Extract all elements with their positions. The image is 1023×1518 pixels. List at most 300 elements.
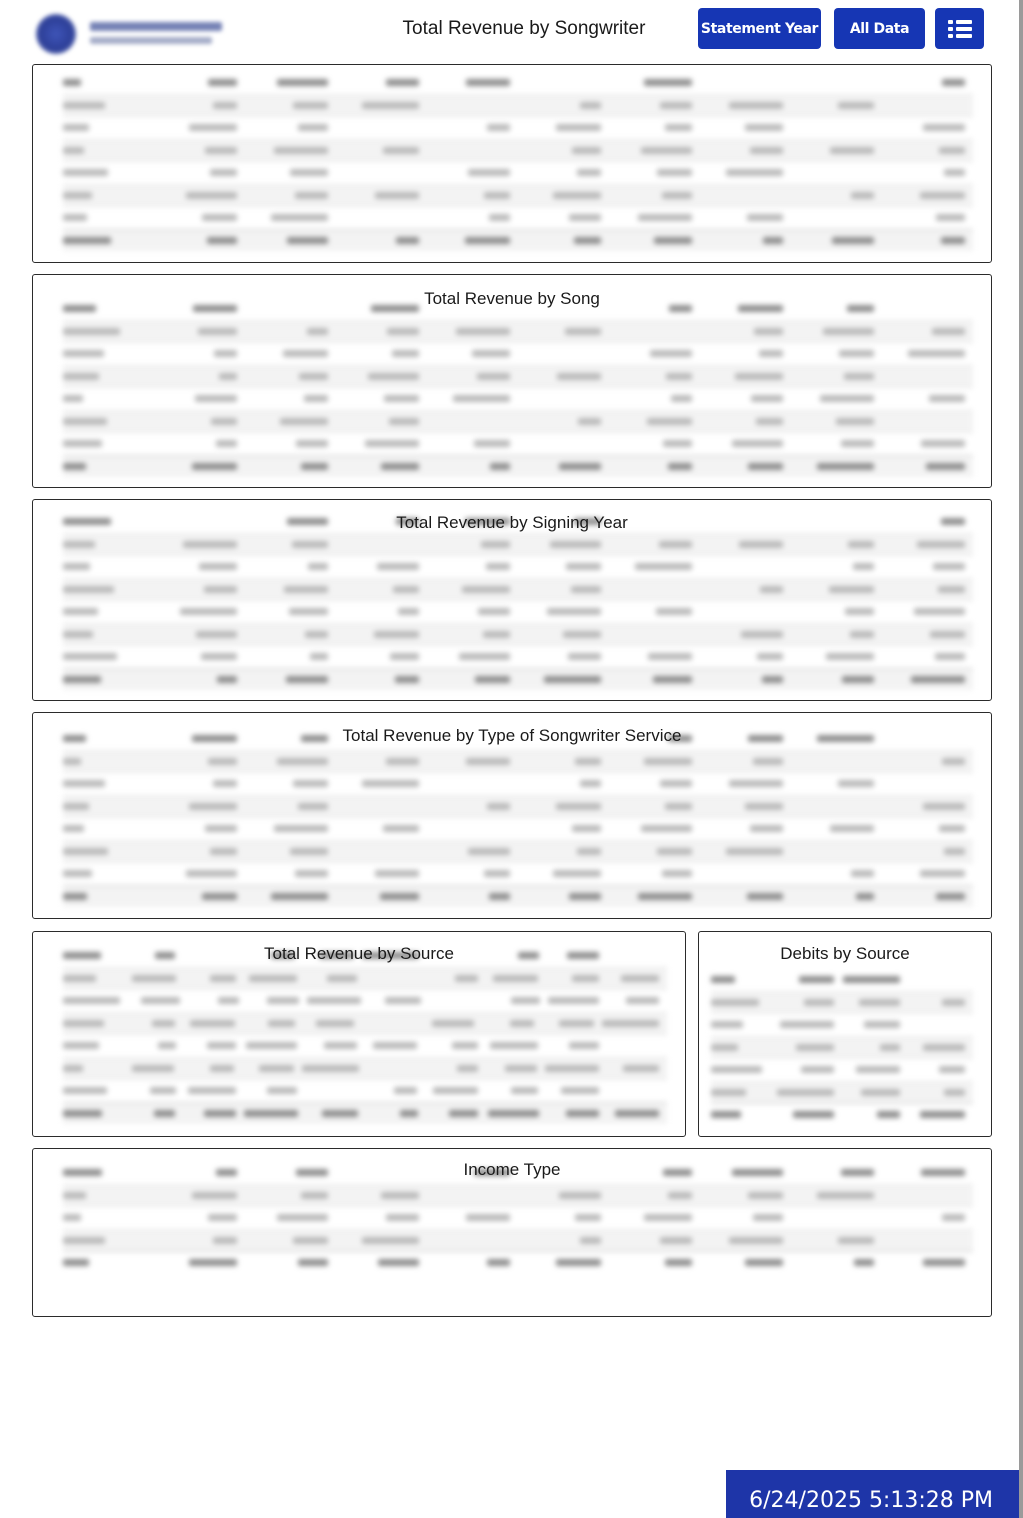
service-type-table-blurred-content [63,727,973,907]
blurred-cell [432,1020,474,1027]
blurred-cell [556,1259,601,1266]
blurred-row [63,817,973,840]
blurred-cell [817,1192,874,1199]
debits-by-source-panel [698,931,992,1137]
blurred-cell [926,463,965,470]
blurred-cell [939,825,965,832]
blurred-cell [754,328,783,335]
blurred-cell [930,631,965,638]
blurred-cell [186,192,237,199]
blurred-cell [210,975,236,982]
blurred-cell [365,440,419,447]
blurred-row [63,862,973,885]
blurred-cell [293,780,328,787]
blurred-cell [920,1111,965,1118]
blurred-cell [561,1087,599,1094]
blurred-cell [484,870,510,877]
blurred-cell [393,586,419,593]
blurred-cell [777,1089,834,1096]
blurred-cell [63,463,86,470]
blurred-cell [132,975,176,982]
blurred-cell [362,1237,419,1244]
blurred-cell [183,541,237,548]
blurred-cell [63,1214,81,1221]
blurred-cell [572,147,601,154]
blurred-cell [750,147,783,154]
blurred-cell [267,997,299,1004]
blurred-cell [465,237,510,244]
blurred-cell [657,169,692,176]
blurred-cell [287,237,328,244]
blurred-cell [638,214,692,221]
song-panel-title: Total Revenue by Song [424,289,600,308]
blurred-cell [304,395,328,402]
blurred-cell [490,1042,538,1049]
blurred-cell [477,373,510,380]
blurred-cell [452,1042,478,1049]
blurred-cell [201,653,237,660]
blurred-cell [729,780,783,787]
blurred-cell [381,463,419,470]
blurred-cell [217,676,237,683]
blurred-cell [556,124,601,131]
blurred-cell [208,758,237,765]
blurred-cell [280,418,328,425]
blurred-cell [566,563,601,570]
blurred-cell [745,803,783,810]
blurred-row [63,1079,667,1102]
blurred-cell [63,1192,86,1199]
blurred-cell [511,997,540,1004]
signing-year-panel-title: Total Revenue by Signing Year [396,513,628,532]
blurred-row [63,206,973,229]
blurred-cell [851,192,874,199]
blurred-cell [577,169,601,176]
blurred-cell [218,997,239,1004]
blurred-cell [63,1020,104,1027]
blurred-cell [829,586,874,593]
blurred-row [63,1057,667,1080]
blurred-cell [511,1087,538,1094]
blurred-row [63,342,973,365]
blurred-cell [666,373,692,380]
blurred-cell [373,1042,417,1049]
blurred-cell [845,608,874,615]
blurred-cell [210,848,237,855]
blurred-cell [219,373,237,380]
blurred-cell [63,631,93,638]
blurred-cell [841,440,874,447]
blurred-cell [880,1044,900,1051]
blurred-cell [395,676,419,683]
blurred-cell [635,563,692,570]
blurred-cell [578,418,601,425]
blurred-row [63,1034,667,1057]
blurred-cell [739,541,783,548]
blurred-cell [944,848,965,855]
all-data-button[interactable]: All Data [834,8,925,49]
blurred-cell [923,124,965,131]
blurred-cell [559,463,601,470]
blurred-row [63,989,667,1012]
blurred-cell [277,1214,328,1221]
blurred-cell [63,373,99,380]
blurred-cell [780,1021,834,1028]
blurred-cell [623,1065,659,1072]
blurred-cell [154,1110,175,1117]
blurred-cell [490,463,510,470]
blurred-cell [711,1089,746,1096]
blurred-cell [295,192,328,199]
blurred-row [63,455,973,478]
blurred-cell [268,1020,295,1027]
blurred-cell [550,541,601,548]
blurred-cell [939,147,965,154]
blurred-cell [290,169,328,176]
blurred-cell [205,825,237,832]
blurred-cell [577,848,601,855]
page-title: Total Revenue by Songwriter [402,18,646,39]
blurred-cell [63,848,108,855]
blurred-cell [615,1110,659,1117]
blurred-cell [856,1066,900,1073]
blurred-cell [132,1065,174,1072]
blurred-cell [571,586,601,593]
blurred-cell [307,328,328,335]
blurred-cell [861,1089,900,1096]
blurred-cell [942,999,965,1006]
blurred-cell [308,563,328,570]
blurred-cell [908,350,965,357]
blurred-cell [566,1110,599,1117]
blurred-cell [466,79,510,86]
blurred-cell [207,237,237,244]
blurred-row [711,1036,973,1059]
page-header [0,0,1019,62]
blurred-cell [757,653,783,660]
blurred-cell [298,1259,328,1266]
blurred-cell [216,440,237,447]
blurred-cell [63,440,102,447]
blurred-cell [293,102,328,109]
blurred-row [63,668,973,691]
blurred-cell [760,586,783,593]
blurred-row [63,533,973,556]
blurred-cell [385,997,421,1004]
blurred-cell [914,608,965,615]
blurred-cell [63,997,120,1004]
blurred-cell [656,608,692,615]
blurred-cell [580,780,601,787]
blurred-cell [462,586,510,593]
statement-year-button[interactable]: Statement Year [698,8,821,49]
blurred-cell [659,541,692,548]
blurred-cell [853,563,874,570]
blurred-cell [660,1237,692,1244]
blurred-cell [63,803,89,810]
blurred-cell [711,999,759,1006]
blurred-cell [575,758,601,765]
blurred-row [63,1251,973,1274]
blurred-cell [933,563,965,570]
blurred-cell [199,563,237,570]
blurred-cell [301,463,328,470]
blurred-row [63,1229,973,1252]
blurred-cell [474,440,510,447]
blurred-cell [580,102,601,109]
blurred-cell [559,1192,601,1199]
blurred-cell [63,214,87,221]
blurred-cell [557,373,601,380]
blurred-cell [274,147,328,154]
blurred-cell [249,975,297,982]
blurred-cell [801,1066,834,1073]
blurred-cell [394,1087,417,1094]
blurred-cell [486,563,510,570]
blurred-cell [748,1192,783,1199]
blurred-cell [563,631,601,638]
blurred-cell [487,803,510,810]
blurred-row [63,94,973,117]
blurred-row [711,991,973,1014]
blurred-cell [63,102,105,109]
blurred-row [63,600,973,623]
blurred-cell [848,541,874,548]
blurred-cell [942,758,965,765]
blurred-cell [864,1021,900,1028]
service-type-panel-title: Total Revenue by Type of Songwriter Service [342,726,682,745]
blurred-cell [505,1065,537,1072]
blurred-row [63,365,973,388]
blurred-cell [152,1020,175,1027]
blurred-row [63,578,973,601]
blurred-cell [63,780,105,787]
blurred-row [63,555,973,578]
blurred-row [711,1081,973,1104]
blurred-row [63,161,973,184]
blurred-cell [368,373,419,380]
blurred-cell [942,79,965,86]
blurred-cell [390,653,419,660]
blurred-cell [662,192,692,199]
blurred-row [63,885,973,908]
blurred-cell [569,893,601,900]
blurred-cell [726,848,783,855]
blurred-cell [302,1065,359,1072]
blurred-row [711,1013,973,1036]
blurred-cell [487,124,510,131]
blurred-cell [838,780,874,787]
blurred-cell [381,1192,419,1199]
blurred-cell [204,1110,236,1117]
blurred-cell [665,124,692,131]
blurred-cell [186,870,237,877]
blurred-cell [63,328,120,335]
blurred-cell [923,1044,965,1051]
blurred-cell [663,440,692,447]
blurred-cell [63,192,92,199]
blurred-cell [762,676,783,683]
blurred-cell [472,350,510,357]
blurred-cell [63,147,84,154]
blurred-cell [377,563,419,570]
blurred-row [63,139,973,162]
blurred-cell [565,328,601,335]
blurred-cell [756,418,783,425]
blurred-cell [553,870,601,877]
blurred-cell [211,418,237,425]
blurred-cell [290,848,328,855]
blurred-cell [327,975,357,982]
blurred-cell [274,825,328,832]
blurred-row [63,1184,973,1207]
blurred-cell [826,653,874,660]
blurred-cell [641,825,692,832]
blurred-cell [556,803,601,810]
blurred-cell [626,997,659,1004]
blurred-cell [923,803,965,810]
blurred-cell [796,1044,834,1051]
blurred-cell [63,1259,89,1266]
income-type-panel-title: Income Type [463,1160,561,1179]
blurred-cell [859,999,900,1006]
blurred-cell [741,631,783,638]
blurred-row [63,967,667,990]
blurred-cell [305,631,328,638]
blurred-cell [851,870,874,877]
blurred-cell [932,328,965,335]
blurred-row [711,968,973,991]
logo-emblem-icon [36,14,76,54]
blurred-cell [671,395,692,402]
blurred-cell [510,1020,534,1027]
blurred-cell [158,1042,176,1049]
blurred-cell [195,395,237,402]
blurred-cell [293,1237,328,1244]
blurred-cell [753,1214,783,1221]
blurred-cell [569,214,601,221]
blurred-cell [192,463,237,470]
blurred-cell [192,1192,237,1199]
blurred-cell [935,653,965,660]
blurred-cell [660,780,692,787]
blurred-cell [750,825,783,832]
blurred-cell [942,1214,965,1221]
blurred-cell [207,1042,236,1049]
songwriter-table-blurred-content [63,71,973,251]
blurred-cell [650,350,692,357]
blurred-cell [489,214,510,221]
blurred-cell [386,758,419,765]
blurred-cell [653,676,692,683]
blurred-cell [726,169,783,176]
blurred-row [63,772,973,795]
blurred-cell [271,893,328,900]
blurred-cell [572,825,601,832]
blurred-cell [481,541,510,548]
blurred-cell [923,1259,965,1266]
blurred-cell [63,79,81,86]
blurred-cell [830,147,874,154]
blurred-cell [213,102,237,109]
blurred-cell [850,631,874,638]
blurred-row [63,410,973,433]
source-panel-title: Total Revenue by Source [264,944,454,963]
blurred-cell [545,1065,599,1072]
blurred-cell [745,124,783,131]
blurred-cell [63,893,87,900]
blurred-cell [580,1237,601,1244]
blurred-cell [544,676,601,683]
blurred-cell [205,147,237,154]
blurred-cell [823,328,874,335]
blurred-cell [548,997,599,1004]
blurred-cell [63,124,89,131]
blurred-cell [389,418,419,425]
blurred-cell [475,676,510,683]
blurred-cell [468,169,510,176]
blurred-cell [383,147,419,154]
blurred-cell [246,1042,297,1049]
blurred-cell [711,976,735,983]
blurred-cell [400,1110,418,1117]
blurred-cell [662,870,692,877]
company-logo [36,14,226,54]
blurred-row [63,387,973,410]
blurred-cell [572,975,599,982]
blurred-cell [817,463,874,470]
blurred-cell [483,631,510,638]
blurred-cell [449,1110,478,1117]
blurred-cell [63,563,90,570]
blurred-cell [745,1259,783,1266]
blurred-cell [574,237,601,244]
blurred-cell [307,997,361,1004]
blurred-cell [295,870,328,877]
blurred-cell [842,676,874,683]
song-table-blurred-content [63,297,973,477]
blurred-cell [202,214,237,221]
blurred-cell [283,350,328,357]
blurred-cell [832,237,874,244]
blurred-cell [569,1042,599,1049]
blurred-cell [939,1066,965,1073]
blurred-row [63,623,973,646]
blurred-cell [322,1110,358,1117]
blurred-cell [63,1065,83,1072]
blurred-cell [196,631,237,638]
blurred-cell [602,1020,659,1027]
blurred-cell [433,1087,478,1094]
blurred-cell [271,214,328,221]
blurred-cell [277,79,328,86]
blurred-row [63,184,973,207]
blurred-cell [292,541,328,548]
blurred-cell [748,463,783,470]
blurred-row [63,645,973,668]
blurred-cell [63,418,107,425]
blurred-cell [63,350,104,357]
blurred-cell [375,192,419,199]
blurred-cell [547,608,601,615]
blurred-cell [804,999,834,1006]
blurred-cell [378,1259,419,1266]
menu-button[interactable] [935,8,984,49]
signing-year-revenue-panel [32,499,992,701]
blurred-cell [244,1110,298,1117]
blurred-cell [575,1214,601,1221]
blurred-cell [63,237,111,244]
